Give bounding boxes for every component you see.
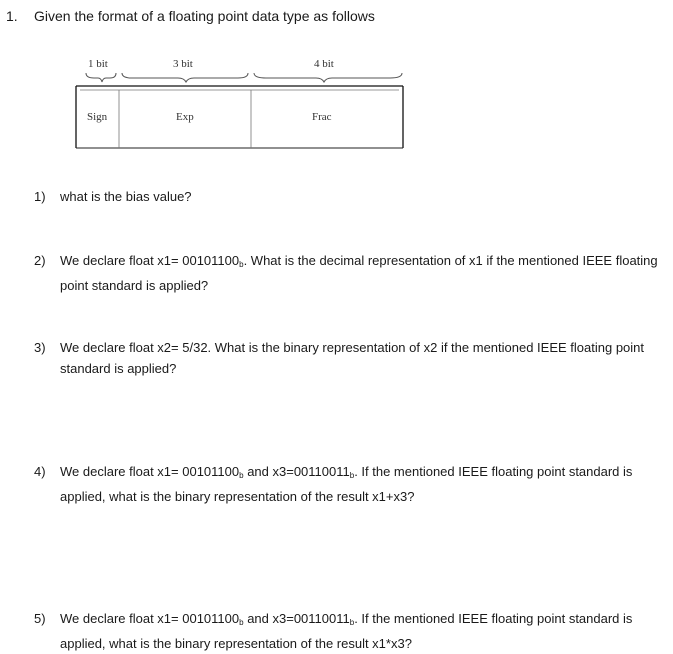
question-text: We declare float x2= 5/32. What is the binary representation of x2 if the mentioned IEEE floating point standard is applied? xyxy=(60,340,645,376)
question-number: 1) xyxy=(34,189,46,204)
question-text: We declare float $x1= 00101100_b$ and $x3=00110011_b$. If the mentioned IEEE floating point standard is applied, what is the binary representation of the result x1*x3? xyxy=(60,611,633,651)
question-number: 5) xyxy=(34,611,46,626)
question-text: We declare float $x1= 00101100_b$ and $x3=00110011_b$. If the mentioned IEEE floating point standard is applied, what is the binary representation of the result x1+x3? xyxy=(60,464,633,504)
frac-width-label: 4 bit xyxy=(314,58,334,70)
question-number: 2) xyxy=(34,253,46,268)
bit-format-diagram xyxy=(72,56,407,152)
frac-field-label: Frac xyxy=(312,111,332,123)
question-text: We declare float $x1= 00101100_b$. What is the decimal representation of x1 if the mentioned IEEE floating point standard is applied? xyxy=(60,253,658,293)
heading-number: 1. xyxy=(6,8,18,24)
bit-format-lines xyxy=(72,56,407,152)
question-number: 3) xyxy=(34,340,46,355)
exp-field-label: Exp xyxy=(176,111,194,123)
frac-brace xyxy=(254,73,402,82)
heading-text: Given the format of a floating point data type as follows xyxy=(34,8,375,24)
question-heading xyxy=(6,8,375,24)
sign-brace xyxy=(86,73,116,82)
question-number: 4) xyxy=(34,464,46,479)
exp-brace xyxy=(122,73,248,82)
exp-width-label: 3 bit xyxy=(173,58,193,70)
sign-field-label: Sign xyxy=(87,111,108,123)
sign-width-label: 1 bit xyxy=(88,58,108,70)
question-text: what is the bias value? xyxy=(60,189,192,204)
